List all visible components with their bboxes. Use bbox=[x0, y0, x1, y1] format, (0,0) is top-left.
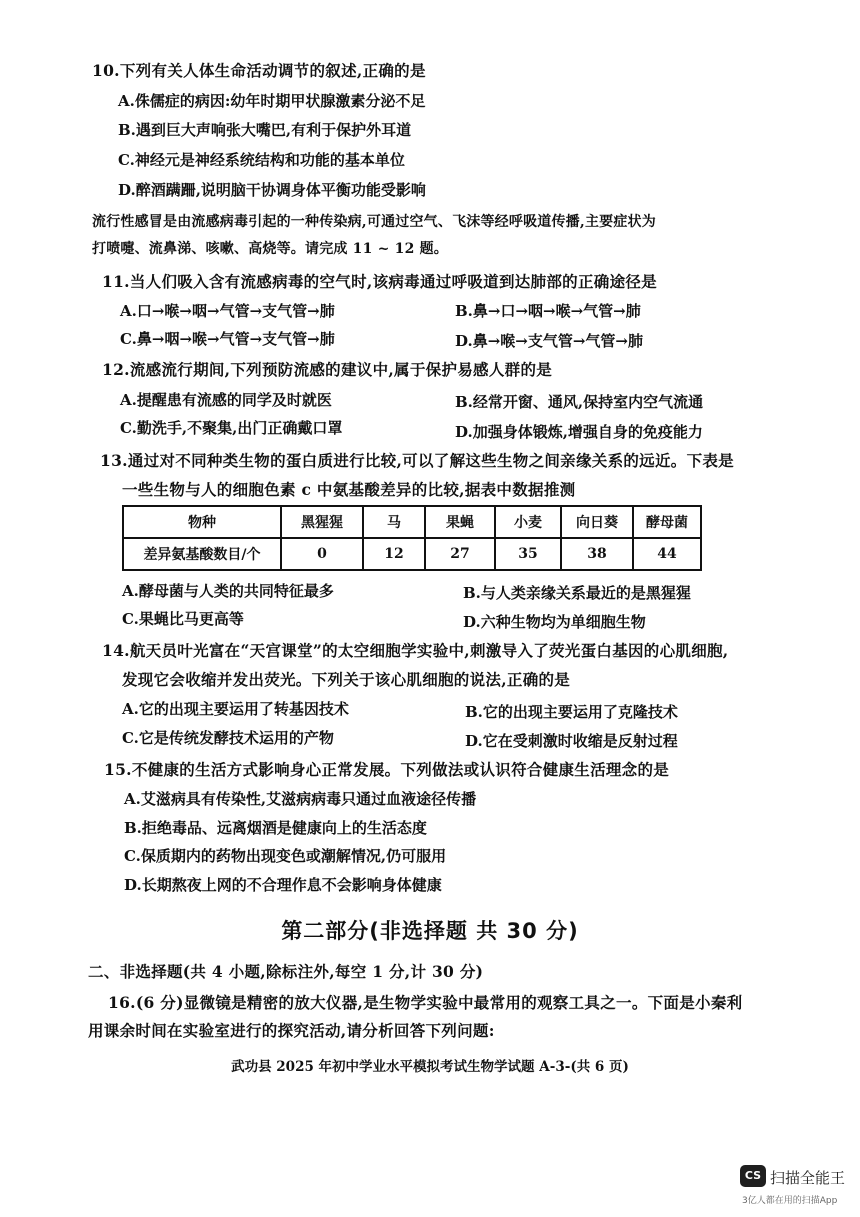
part-two-title: 第二部分(非选择题 共 30 分) bbox=[281, 919, 579, 943]
q14-option-d: D.它在受刺激时收缩是反射过程 bbox=[465, 732, 678, 750]
q10-stem: 10.下列有关人体生命活动调节的叙述,正确的是 bbox=[92, 61, 426, 80]
q10-option-c: C.神经元是神经系统结构和功能的基本单位 bbox=[118, 151, 405, 169]
table-header-row bbox=[123, 506, 701, 538]
table-cell-value: 44 bbox=[633, 538, 701, 570]
q16-stem-line-1: 16.(6 分)显微镜是精密的放大仪器,是生物学实验中最常用的观察工具之一。下面是小秦利 bbox=[108, 993, 743, 1012]
q14-option-a: A.它的出现主要运用了转基因技术 bbox=[122, 700, 349, 718]
q11-stem: 11.当人们吸入含有流感病毒的空气时,该病毒通过呼吸道到达肺部的正确途径是 bbox=[102, 272, 657, 291]
q14-stem-line-1: 14.航天员叶光富在“天宫课堂”的太空细胞学实验中,刺激导入了荧光蛋白基因的心肌细胞, bbox=[102, 641, 729, 660]
q15-option-b: B.拒绝毒品、远离烟酒是健康向上的生活态度 bbox=[124, 819, 427, 837]
table-cell-value: 38 bbox=[561, 538, 633, 570]
camscanner-name: 扫描全能王 bbox=[770, 1169, 846, 1187]
q14-stem-line-2: 发现它会收缩并发出荧光。下列关于该心肌细胞的说法,正确的是 bbox=[122, 670, 571, 689]
table-cell-species: 小麦 bbox=[495, 506, 561, 538]
q12-option-a: A.提醒患有流感的同学及时就医 bbox=[120, 391, 332, 409]
q12-option-c: C.勤洗手,不聚集,出门正确戴口罩 bbox=[120, 419, 343, 437]
table-header-label: 物种 bbox=[123, 506, 281, 538]
q10-option-b: B.遇到巨大声响张大嘴巴,有利于保护外耳道 bbox=[118, 121, 412, 139]
q13-stem-line-1: 13.通过对不同种类生物的蛋白质进行比较,可以了解这些生物之间亲缘关系的远近。下表是 bbox=[100, 451, 734, 470]
q15-stem: 15.不健康的生活方式影响身心正常发展。下列做法或认识符合健康生活理念的是 bbox=[104, 760, 670, 779]
table-cell-species: 酵母菌 bbox=[633, 506, 701, 538]
q15-option-d: D.长期熬夜上网的不合理作息不会影响身体健康 bbox=[124, 876, 442, 894]
q13-option-d: D.六种生物均为单细胞生物 bbox=[463, 613, 646, 631]
q12-option-d: D.加强身体锻炼,增强自身的免疫能力 bbox=[455, 423, 703, 441]
q11-option-d: D.鼻→喉→支气管→气管→肺 bbox=[455, 332, 643, 350]
q14-option-c: C.它是传统发酵技术运用的产物 bbox=[122, 729, 334, 747]
table-row-label: 差异氨基酸数目/个 bbox=[123, 538, 281, 570]
q10-option-a: A.侏儒症的病因:幼年时期甲状腺激素分泌不足 bbox=[118, 92, 426, 110]
q11-option-a: A.口→喉→咽→气管→支气管→肺 bbox=[120, 302, 335, 320]
q15-option-a: A.艾滋病具有传染性,艾滋病病毒只通过血液途径传播 bbox=[124, 790, 477, 808]
table-cell-value: 35 bbox=[495, 538, 561, 570]
page-footer: 武功县 2025 年初中学业水平模拟考试生物学试题 A-3-(共 6 页) bbox=[231, 1059, 629, 1075]
camscanner-tagline: 3亿人都在用的扫描App bbox=[742, 1196, 838, 1206]
q13-stem-line-2: 一些生物与人的细胞色素 c 中氨基酸差异的比较,据表中数据推测 bbox=[122, 480, 576, 499]
q13-option-a: A.酵母菌与人类的共同特征最多 bbox=[122, 582, 334, 600]
part-two-heading: 二、非选择题(共 4 小题,除标注外,每空 1 分,计 30 分) bbox=[88, 962, 484, 981]
table-cell-species: 向日葵 bbox=[561, 506, 633, 538]
amino-acid-difference-table bbox=[122, 505, 702, 571]
q13-option-c: C.果蝇比马更高等 bbox=[122, 610, 244, 628]
table-cell-species: 果蝇 bbox=[425, 506, 495, 538]
q13-option-b: B.与人类亲缘关系最近的是黑猩猩 bbox=[463, 584, 691, 602]
intro-line-2: 打喷嚏、流鼻涕、咳嗽、高烧等。请完成 11 ~ 12 题。 bbox=[92, 241, 448, 257]
q16-stem-line-2: 用课余时间在实验室进行的探究活动,请分析回答下列问题: bbox=[88, 1021, 495, 1040]
table-cell-value: 0 bbox=[281, 538, 363, 570]
q12-stem: 12.流感流行期间,下列预防流感的建议中,属于保护易感人群的是 bbox=[102, 360, 553, 379]
table-cell-value: 27 bbox=[425, 538, 495, 570]
table-cell-species: 黑猩猩 bbox=[281, 506, 363, 538]
table-cell-value: 12 bbox=[363, 538, 425, 570]
q11-option-b: B.鼻→口→咽→喉→气管→肺 bbox=[455, 302, 641, 320]
intro-line-1: 流行性感冒是由流感病毒引起的一种传染病,可通过空气、飞沫等经呼吸道传播,主要症状为 bbox=[92, 214, 656, 230]
camscanner-logo: CS bbox=[740, 1165, 766, 1187]
table-value-row bbox=[123, 538, 701, 570]
q14-option-b: B.它的出现主要运用了克隆技术 bbox=[465, 703, 678, 721]
q12-option-b: B.经常开窗、通风,保持室内空气流通 bbox=[455, 393, 704, 411]
table-cell-species: 马 bbox=[363, 506, 425, 538]
q15-option-c: C.保质期内的药物出现变色或潮解情况,仍可服用 bbox=[124, 847, 447, 865]
q11-option-c: C.鼻→咽→喉→气管→支气管→肺 bbox=[120, 330, 335, 348]
q10-option-d: D.醉酒蹒跚,说明脑干协调身体平衡功能受影响 bbox=[118, 181, 426, 199]
